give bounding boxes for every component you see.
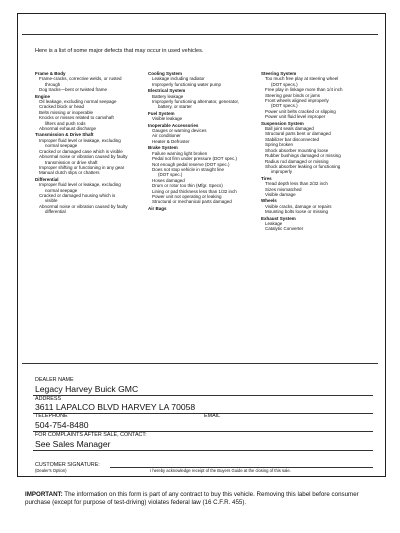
- defect-item: Abnormal exhaust discharge: [39, 126, 97, 132]
- defect-item: Mounting bolts loose or missing: [265, 209, 329, 215]
- defect-section-heading: Exhaust System: [261, 215, 296, 221]
- dealer-name-value: Legacy Harvey Buick GMC: [35, 384, 139, 394]
- defect-item: Free play in linkage more than 1/4 inch: [265, 87, 343, 93]
- top-rule: [22, 34, 378, 35]
- defect-section-heading: Brake System: [148, 145, 178, 151]
- defect-item: Sizes mismatched: [265, 186, 302, 192]
- telephone-label: TELEPHONE: [35, 413, 68, 419]
- defect-item: Leakage including radiator: [152, 76, 205, 82]
- dealer-section-rule: [22, 363, 378, 364]
- defect-item: Cracked or damaged case which is visible: [39, 148, 123, 154]
- defect-item: transmission or drive shaft: [45, 159, 98, 165]
- address-label: ADDRESS: [35, 396, 62, 402]
- defect-section-heading: Wheels: [261, 198, 277, 204]
- defect-item: Cracked block or head: [39, 104, 85, 110]
- customer-signature-label: CUSTOMER SIGNATURE:: [35, 462, 100, 468]
- address-line: [33, 413, 373, 414]
- defect-item: Lining or pad thickness less than 1/32 inch: [152, 188, 237, 194]
- defect-item: Improper shifting or functioning in any gear: [39, 164, 125, 170]
- defect-item: Structural or mechanical parts damaged: [152, 199, 232, 205]
- defect-item: Power unit fluid level improper: [265, 114, 326, 120]
- defect-section-heading: Tires: [261, 175, 272, 181]
- defect-item: Dog tracks—bent or twisted frame: [39, 87, 108, 93]
- defect-item: Hoses damaged: [152, 177, 185, 183]
- defect-item: Front wheels aligned improperly: [265, 98, 329, 104]
- defect-item: Spring broken: [265, 142, 294, 148]
- defect-item: Radius rod damaged or missing: [265, 158, 329, 164]
- defect-item: Improper fluid level or leakage, excluding: [39, 182, 121, 188]
- important-text: The information on this form is part of any contract to buy this vehicle. Removing this label before consumer purchase (except for purpose of test-driving) violates federal law (16 C.F.R. 455).: [25, 491, 359, 506]
- defect-item: Manual clutch slips or chatters: [39, 170, 100, 176]
- defect-item: Power unit belts cracked or slipping: [265, 108, 336, 114]
- defect-item: Steering gear binds or jams: [265, 92, 321, 98]
- defect-section-heading: Inoperable Accessories: [148, 122, 199, 128]
- defect-section-heading: Air Bags: [148, 205, 167, 211]
- telephone-value: 504-754-8480: [35, 420, 89, 430]
- complaints-label: FOR COMPLAINTS AFTER SALE, CONTACT:: [35, 432, 147, 438]
- defect-item: Tread depth less than 2/32 inch: [265, 181, 328, 187]
- defect-section-heading: Electrical System: [148, 88, 186, 94]
- important-lead: IMPORTANT:: [25, 491, 63, 498]
- defect-item: Visible leakage: [152, 116, 183, 122]
- defect-item: normal seepage: [45, 143, 78, 149]
- defect-section-heading: Frame & Body: [35, 71, 66, 76]
- dealer-option-note: (Dealer's Option): [35, 468, 67, 473]
- defect-item: Drum or rotor too thin (Mfgr. Specs): [152, 183, 223, 189]
- defect-item: (DOT specs.): [271, 103, 298, 109]
- defect-item: Too much free play at steering wheel: [265, 76, 339, 82]
- defect-item: through: [45, 81, 61, 87]
- defect-item: Improperly functioning alternator, generator,: [152, 99, 240, 105]
- defect-item: Frame-cracks, corrective welds, or rusted: [39, 76, 122, 82]
- defect-item: Heater & Defroster: [152, 138, 190, 144]
- defect-item: Improper fluid level or leakage, excluding: [39, 137, 121, 143]
- dealer-name-line: [33, 395, 373, 396]
- complaints-contact-value: See Sales Manager: [35, 439, 111, 449]
- defect-section-heading: Transmission & Drive Shaft: [35, 132, 94, 138]
- defect-item: lifters and push rods: [45, 120, 86, 126]
- defect-item: Not enough pedal reserve (DOT spec.): [152, 161, 230, 167]
- defect-item: Battery leakage: [152, 93, 184, 99]
- defect-item: Failure warning light broken: [152, 150, 208, 156]
- defects-column-2: [148, 70, 256, 211]
- defect-item: Rubber bushings damaged or missing: [265, 153, 341, 159]
- defect-item: Shock absorber mounting loose: [265, 147, 329, 153]
- defect-item: differential: [45, 209, 66, 215]
- defect-item: Abnormal noise or vibration caused by faulty: [39, 203, 128, 209]
- defect-item: Visible damage: [265, 191, 296, 197]
- defect-section-heading: Differential: [35, 176, 59, 182]
- defect-item: Ball joint seals damaged: [265, 126, 314, 132]
- defect-item: Oil leakage, excluding normal seepage: [39, 99, 117, 105]
- defect-item: (DOT specs.): [271, 81, 298, 87]
- defect-item: Shock absorber leaking or functioning: [265, 163, 341, 169]
- defect-item: Abnormal noise or vibration caused by faulty: [39, 154, 128, 160]
- defect-item: battery, or starter: [158, 104, 192, 110]
- acknowledgement-text: I hereby acknowledge receipt of the Buyers Guide at the closing of this sale.: [150, 468, 291, 473]
- defect-item: Catalytic Converter: [265, 226, 304, 232]
- defects-column-1: [35, 70, 143, 215]
- defect-section-heading: Engine: [35, 93, 51, 99]
- email-label: EMAIL: [204, 413, 221, 419]
- defect-item: Power unit not operating or leaking: [152, 193, 222, 199]
- defects-column-3: [261, 70, 371, 232]
- dealer-name-label: DEALER NAME: [35, 377, 74, 383]
- address-value: 3611 LAPALCO BLVD HARVEY LA 70058: [35, 402, 196, 412]
- defect-item: normal seepage: [45, 187, 78, 193]
- defect-item: Stabilizer bar disconnected: [265, 136, 320, 142]
- intro-text: Here is a list of some major defects that may occur in used vehicles.: [35, 48, 204, 54]
- defect-item: Cracked or damaged housing which is: [39, 192, 116, 198]
- defect-item: visible: [45, 198, 58, 204]
- defect-item: (DOT spec.): [158, 172, 183, 178]
- defect-item: Knocks or misses related to camshaft: [39, 115, 114, 121]
- important-notice: [25, 491, 381, 507]
- defect-section-heading: Suspension System: [261, 120, 304, 126]
- complaints-line: [33, 450, 373, 451]
- defect-item: Improperly functioning water pump: [152, 81, 222, 87]
- defect-item: improperly: [271, 169, 293, 175]
- defect-item: Belts missing or inoperable: [39, 109, 94, 115]
- defect-section-heading: Steering System: [261, 71, 297, 76]
- defect-item: Visible cracks, damage or repairs: [265, 203, 332, 209]
- defect-item: Pedal not firm under pressure (DOT spec.): [152, 156, 237, 162]
- defect-item: Leakage: [265, 220, 283, 226]
- defect-section-heading: Fuel System: [148, 110, 175, 116]
- defect-item: Air conditioner: [152, 133, 181, 139]
- defect-item: Structural parts bent or damaged: [265, 131, 331, 137]
- defect-item: Does not stop vehicle in straight line: [152, 166, 225, 172]
- defect-section-heading: Cooling System: [148, 71, 183, 76]
- defect-item: Gauges or warning devices: [152, 128, 207, 134]
